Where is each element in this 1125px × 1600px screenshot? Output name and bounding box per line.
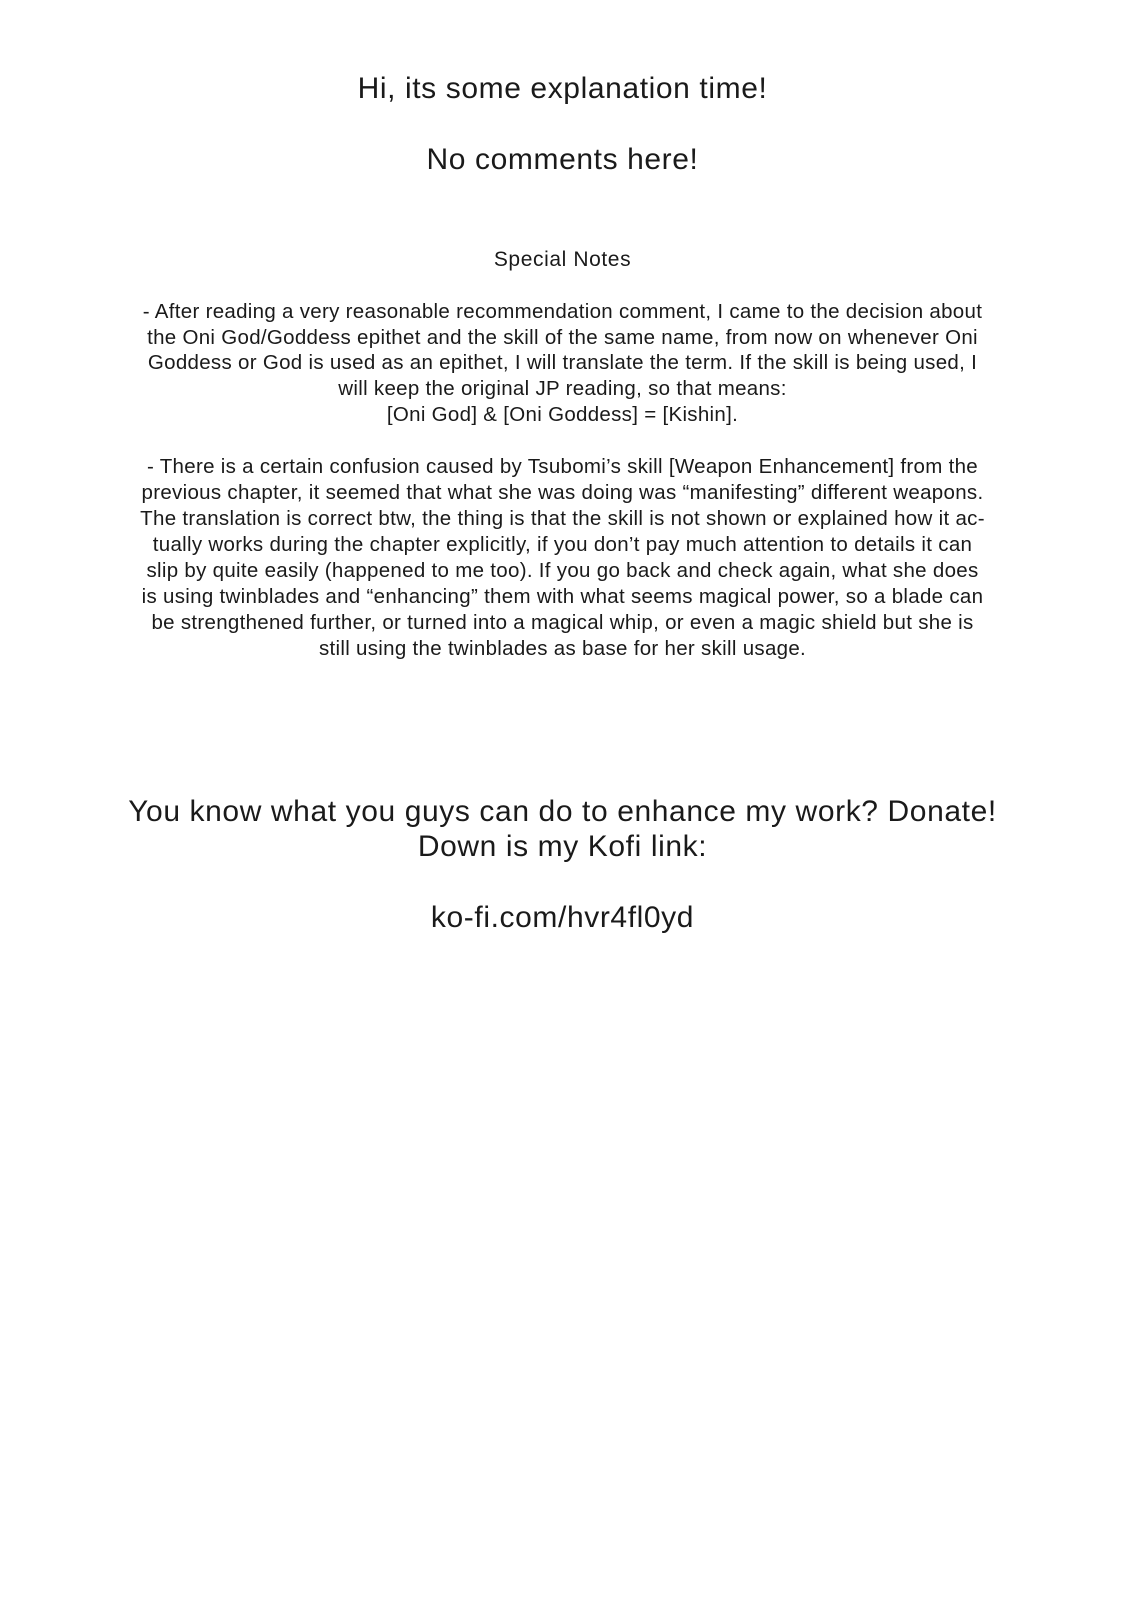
note-2-line: The translation is correct btw, the thing is that the skill is not shown or explained how it ac- [140, 507, 985, 530]
note-2-line: previous chapter, it seemed that what she was doing was “manifesting” different weapons. [141, 481, 984, 504]
no-comments-heading: No comments here! [426, 143, 699, 176]
note-2-line: is using twinblades and “enhancing” them with what seems magical power, so a blade can [141, 585, 984, 608]
note-2-line: - There is a certain confusion caused by Tsubomi’s skill [Weapon Enhancement] from the [146, 455, 979, 478]
note-1-line: Goddess or God is used as an epithet, I will translate the term. If the skill is being used, I [147, 351, 978, 374]
note-1-line: the Oni God/Goddess epithet and the skill of the same name, from now on whenever Oni [147, 326, 978, 349]
note-1-line: will keep the original JP reading, so that means: [338, 377, 787, 400]
note-1-line: - After reading a very reasonable recommendation comment, I came to the decision about [142, 300, 983, 323]
donate-text: You know what you guys can do to enhance my work? Donate! [128, 795, 997, 828]
note-2-line: tually works during the chapter explicitly, if you don’t pay much attention to details it can [152, 533, 973, 556]
special-notes-title: Special Notes [493, 248, 632, 271]
donate-subtext: Down is my Kofi link: [417, 830, 708, 863]
note-2-line: be strengthened further, or turned into a magical whip, or even a magic shield but she is [151, 611, 974, 634]
note-2-line: still using the twinblades as base for her skill usage. [318, 637, 807, 660]
kofi-link[interactable]: ko-fi.com/hvr4fl0yd [430, 901, 695, 934]
note-2-line: slip by quite easily (happened to me too). If you go back and check again, what she does [146, 559, 979, 582]
note-1-line: [Oni God] & [Oni Goddess] = [Kishin]. [386, 403, 739, 426]
greeting-heading: Hi, its some explanation time! [357, 72, 768, 105]
